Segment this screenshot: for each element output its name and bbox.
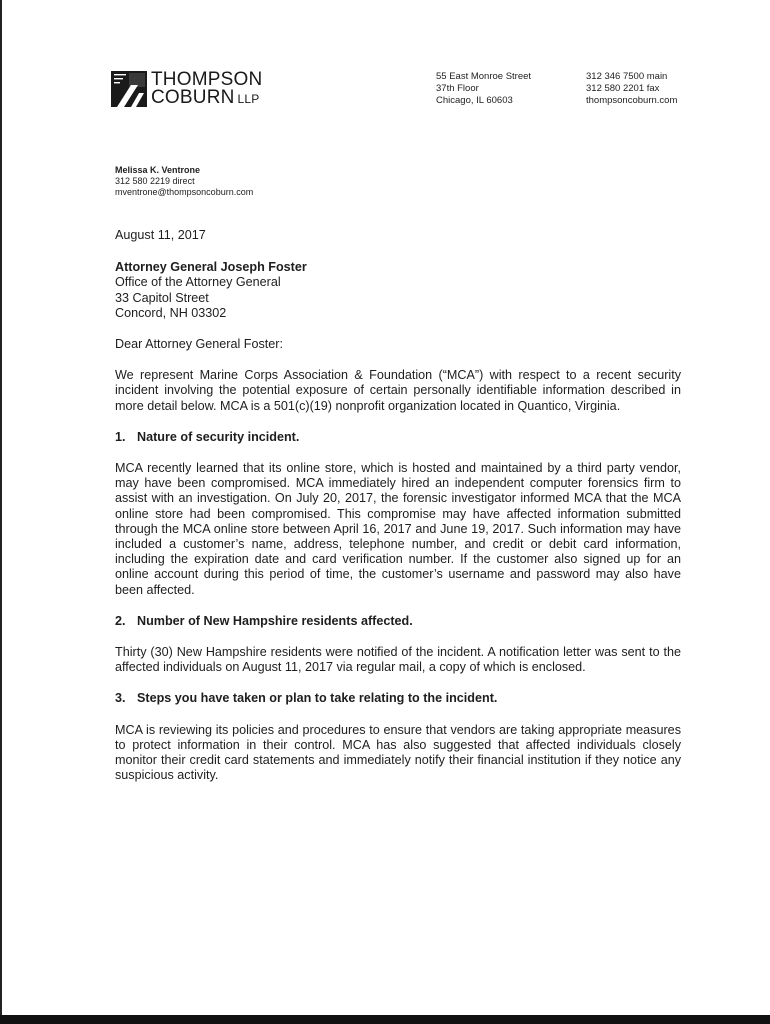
recipient-office: Office of the Attorney General: [115, 275, 281, 290]
address-line: 37th Floor: [436, 83, 479, 94]
scan-edge-left: [0, 0, 2, 1024]
fax-number: 312 580 2201 fax: [586, 83, 660, 94]
scan-edge-bottom: [0, 1015, 770, 1024]
sender-phone: 312 580 2219 direct: [115, 176, 195, 186]
salutation: Dear Attorney General Foster:: [115, 337, 283, 352]
section-number: 3.: [115, 691, 126, 706]
section-title: Nature of security incident.: [137, 429, 300, 444]
firm-name-coburn: COBURN: [151, 87, 235, 108]
firm-logo: [111, 70, 271, 110]
letter-body: [115, 228, 681, 799]
section-heading: [115, 430, 681, 445]
section-title: Steps you have taken or plan to take relating to the incident.: [137, 691, 498, 706]
sender-email: mventrone@thompsoncoburn.com: [115, 187, 254, 197]
firm-name-line1: THOMPSON: [151, 69, 263, 90]
section-number: 1.: [115, 429, 126, 444]
firm-website: thompsoncoburn.com: [586, 95, 678, 106]
section-number: 2.: [115, 613, 126, 628]
section-paragraph: Thirty (30) New Hampshire residents were notified of the incident. A notification letter was sent to the affected individuals on August 11, 2017 via regular mail, a copy of which is enclosed.: [115, 645, 681, 675]
recipient-city: Concord, NH 03302: [115, 305, 227, 320]
intro-paragraph: We represent Marine Corps Association & Foundation (“MCA”) with respect to a recent security incident involving the potential exposure of certain personally identifiable information described in more detail below. MCA is a 501(c)(19) nonprofit organization located in Quantico, Virginia.: [115, 368, 681, 413]
recipient-name: Attorney General Joseph Foster: [115, 260, 307, 275]
address-line: Chicago, IL 60603: [436, 95, 513, 106]
section-heading: [115, 691, 681, 706]
firm-contact: [586, 71, 677, 107]
section-paragraph: MCA is reviewing its policies and procedures to ensure that vendors are taking appropriate measures to protect information in their control. MCA has also suggested that affected individuals closely monitor their credit card statements and immediately notify their financial institution if they notice any suspicious activity.: [115, 722, 681, 783]
address-line: 55 East Monroe Street: [436, 71, 532, 82]
sender-block: [115, 165, 253, 198]
recipient-street: 33 Capitol Street: [115, 290, 209, 305]
letter-date: August 11, 2017: [115, 228, 206, 242]
section-heading: [115, 614, 681, 629]
recipient-block: [115, 260, 681, 321]
sender-name: Melissa K. Ventrone: [115, 165, 201, 175]
firm-name-suffix: LLP: [237, 92, 260, 106]
section-paragraph: MCA recently learned that its online store, which is hosted and maintained by a third party vendor, may have been compromised. MCA immediately hired an independent computer forensics firm to assist with an investigation. On July 20, 2017, the forensic investigator informed MCA that the MCA online store had been compromised. This compromise may have affected information submitted through the MCA online store between April 16, 2017 and June 19, 2017. Such information may have included a customer’s name, address, telephone number, and credit or debit card information, including the expiration date and card verification number. If the customer also signed up for an online account during this period of time, the customer’s username and password may also have been affected.: [115, 461, 681, 597]
firm-address: [436, 71, 531, 107]
main-phone: 312 346 7500 main: [586, 71, 668, 82]
firm-logo-mark-icon: [111, 71, 147, 107]
firm-name-line2: [151, 87, 260, 109]
section-title: Number of New Hampshire residents affected.: [137, 613, 413, 628]
